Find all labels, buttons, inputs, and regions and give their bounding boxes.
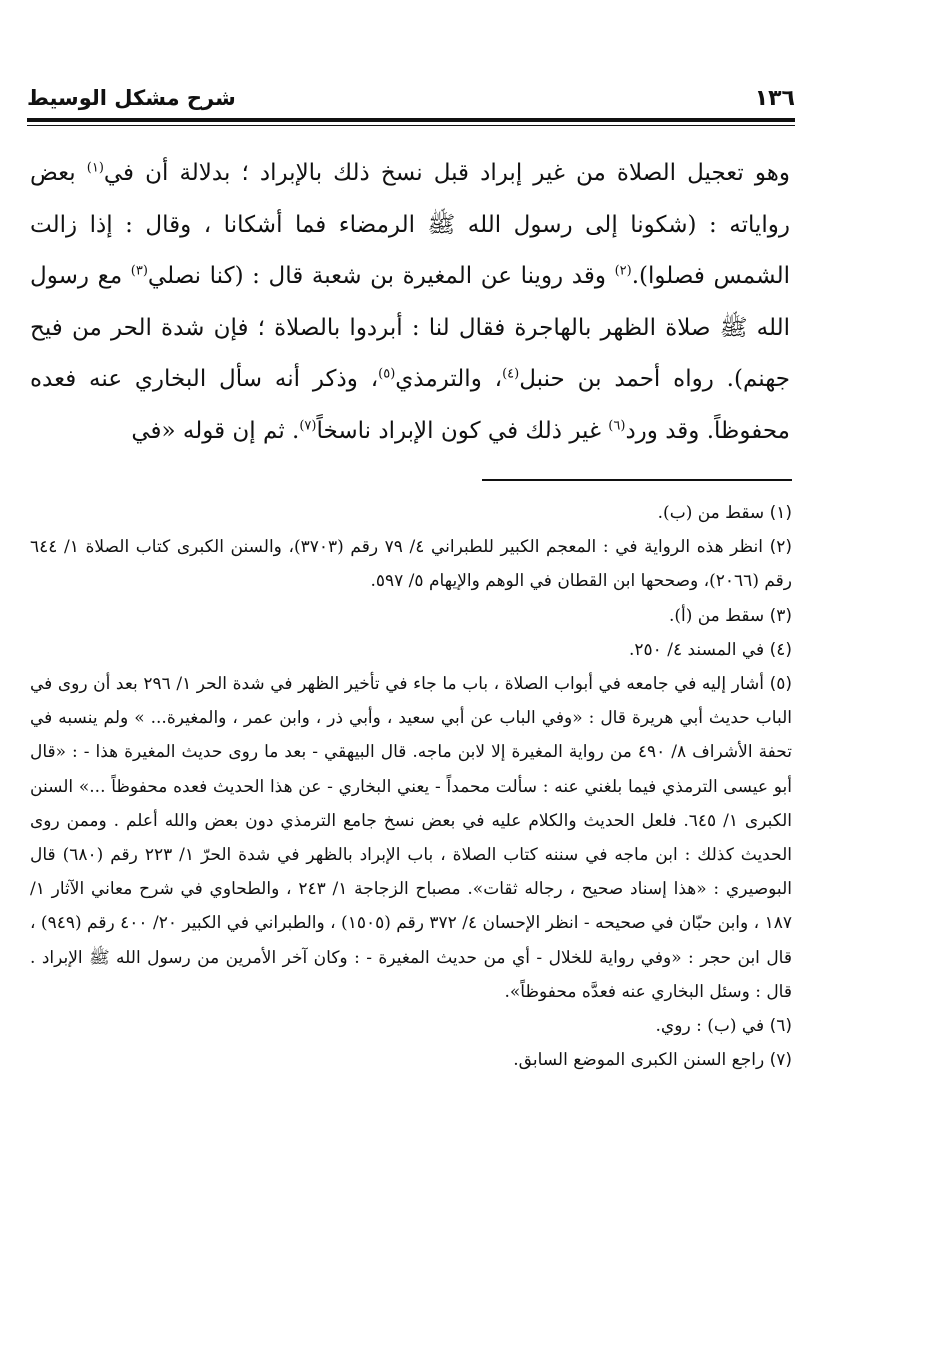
footnote-text: سقط من (أ). [668,605,765,626]
footnote-text: راجع السنن الكبرى الموضع السابق. [513,1050,765,1071]
footnote-number: (٧) [769,1050,792,1071]
main-text-segment: بعض رواياته : (شكونا إلى رسول الله ﷺ الرمضاء فما أشكانا ، وقال : إذا زالت الشمس فصلوا). [30,160,790,289]
footnote-4 [30,633,792,667]
footnote-1 [30,496,792,530]
footnote-ref: (٤) [502,366,520,382]
footnote-text: أشار إليه في جامعه في أبواب الصلاة ، باب ما جاء في تأخير الظهر في شدة الحر ١/ ٢٩٦ بعد أن روى في الباب حديث أبي هريرة قال : «وفي الباب عن أبي سعيد ، وأبي ذر ، وابن عمر ، والمغيرة... » ولم ينسبه في تحفة الأشراف ٨/ ٤٩٠ من رواية المغيرة إلا لابن ماجه. قال البيهقي - بعد ما روى حديث المغيرة هذا - : «قال أبو عيسى الترمذي فيما بلغني عنه : سألت محمداً - يعني البخاري - عن هذا الحديث فعده محفوظاً ...» السنن الكبرى ١/ ٦٤٥. فلعل الحديث والكلام عليه في بعض نسخ جامع الترمذي دون بعض والله أعلم . وممن روى الحديث كذلك : ابن ماجه في سننه كتاب الصلاة ، باب الإبراد بالظهر في شدة الحرّ ١/ ٢٢٣ رقم (٦٨٠) قال البوصيري : «هذا إسناد صحيح ، رجاله ثقات». مصباح الزجاجة ١/ ٢٤٣ ، والطحاوي في شرح معاني الآثار ١/ ١٨٧ ، وابن حبّان في صحيحه - انظر الإحسان ٤/ ٣٧٢ رقم (١٥٠٥) ، والطبراني في الكبير ٢٠/ ٤٠٠ رقم (٩٤٩) ، قال ابن حجر : «وفي رواية للخلال - أي من حديث المغيرة - : وكان آخر الأمرين من رسول الله ﷺ الإبراد . قال : وسئل البخاري عنه فعدَّه محفوظاً». [30,674,793,1002]
footnote-2 [30,530,792,598]
main-text-segment: مع رسول الله ﷺ صلاة الظهر بالهاجرة فقال لنا : أبردوا بالصلاة ؛ فإن شدة الحر من فيح جهنم). رواه أحمد بن حنبل [30,263,791,392]
main-text [30,148,790,457]
main-text-segment: . ثم إن قوله «في [131,417,300,444]
main-text-segment: وهو تعجيل الصلاة من غير إبراد قبل نسخ ذلك بالإبراد ؛ بدلالة أن في [103,160,790,186]
footnote-6 [30,1009,792,1043]
footnote-number: (٣) [769,605,792,626]
footnote-number: (١) [769,503,792,523]
main-text-segment: غير ذلك في كون الإبراد ناسخاً [316,417,609,444]
footnote-number: (٥) [769,674,793,695]
footnote-ref: (٢) [614,263,632,279]
footnote-number: (٦) [769,1016,792,1037]
footnote-3 [30,599,792,633]
header-rule-thin [27,125,795,126]
main-text-segment: وقد روينا عن المغيرة بن شعبة قال : (كنا نصلي [147,263,615,289]
footnote-number: (٤) [769,639,792,660]
footnote-number: (٢) [769,537,792,558]
footnotes [30,496,792,1077]
footnote-ref: (٦) [608,417,626,433]
footnote-separator [482,479,792,481]
footnote-text: سقط من (ب). [657,503,765,523]
main-text-segment: ، وذكر أنه سأل البخاري عنه فعده محفوظاً. وقد ورد [30,366,790,444]
footnote-text: في (ب) : روي. [655,1016,765,1037]
main-paragraph [30,148,790,457]
footnote-5 [30,667,792,1009]
footnote-ref: (٥) [378,366,396,382]
footnote-ref: (١) [86,160,104,176]
page-number: ١٣٦ [754,86,795,111]
main-text-segment: ، والترمذي [395,366,503,392]
header-rule-thick [27,118,795,122]
footnote-ref: (٣) [130,263,148,279]
footnote-text: انظر هذه الرواية في : المعجم الكبير للطبراني ٤/ ٧٩ رقم (٣٧٠٣)، والسنن الكبرى كتاب الصلاة ١/ ٦٤٤ رقم (٢٠٦٦)، وصححها ابن القطان في الوهم والإيهام ٥/ ٥٩٧. [30,537,792,592]
running-title: شرح مشكل الوسيط [27,86,236,110]
page-header [27,84,795,118]
footnote-text: في المسند ٤/ ٢٥٠. [629,639,765,660]
footnote-ref: (٧) [299,417,317,433]
footnote-7 [30,1043,792,1077]
